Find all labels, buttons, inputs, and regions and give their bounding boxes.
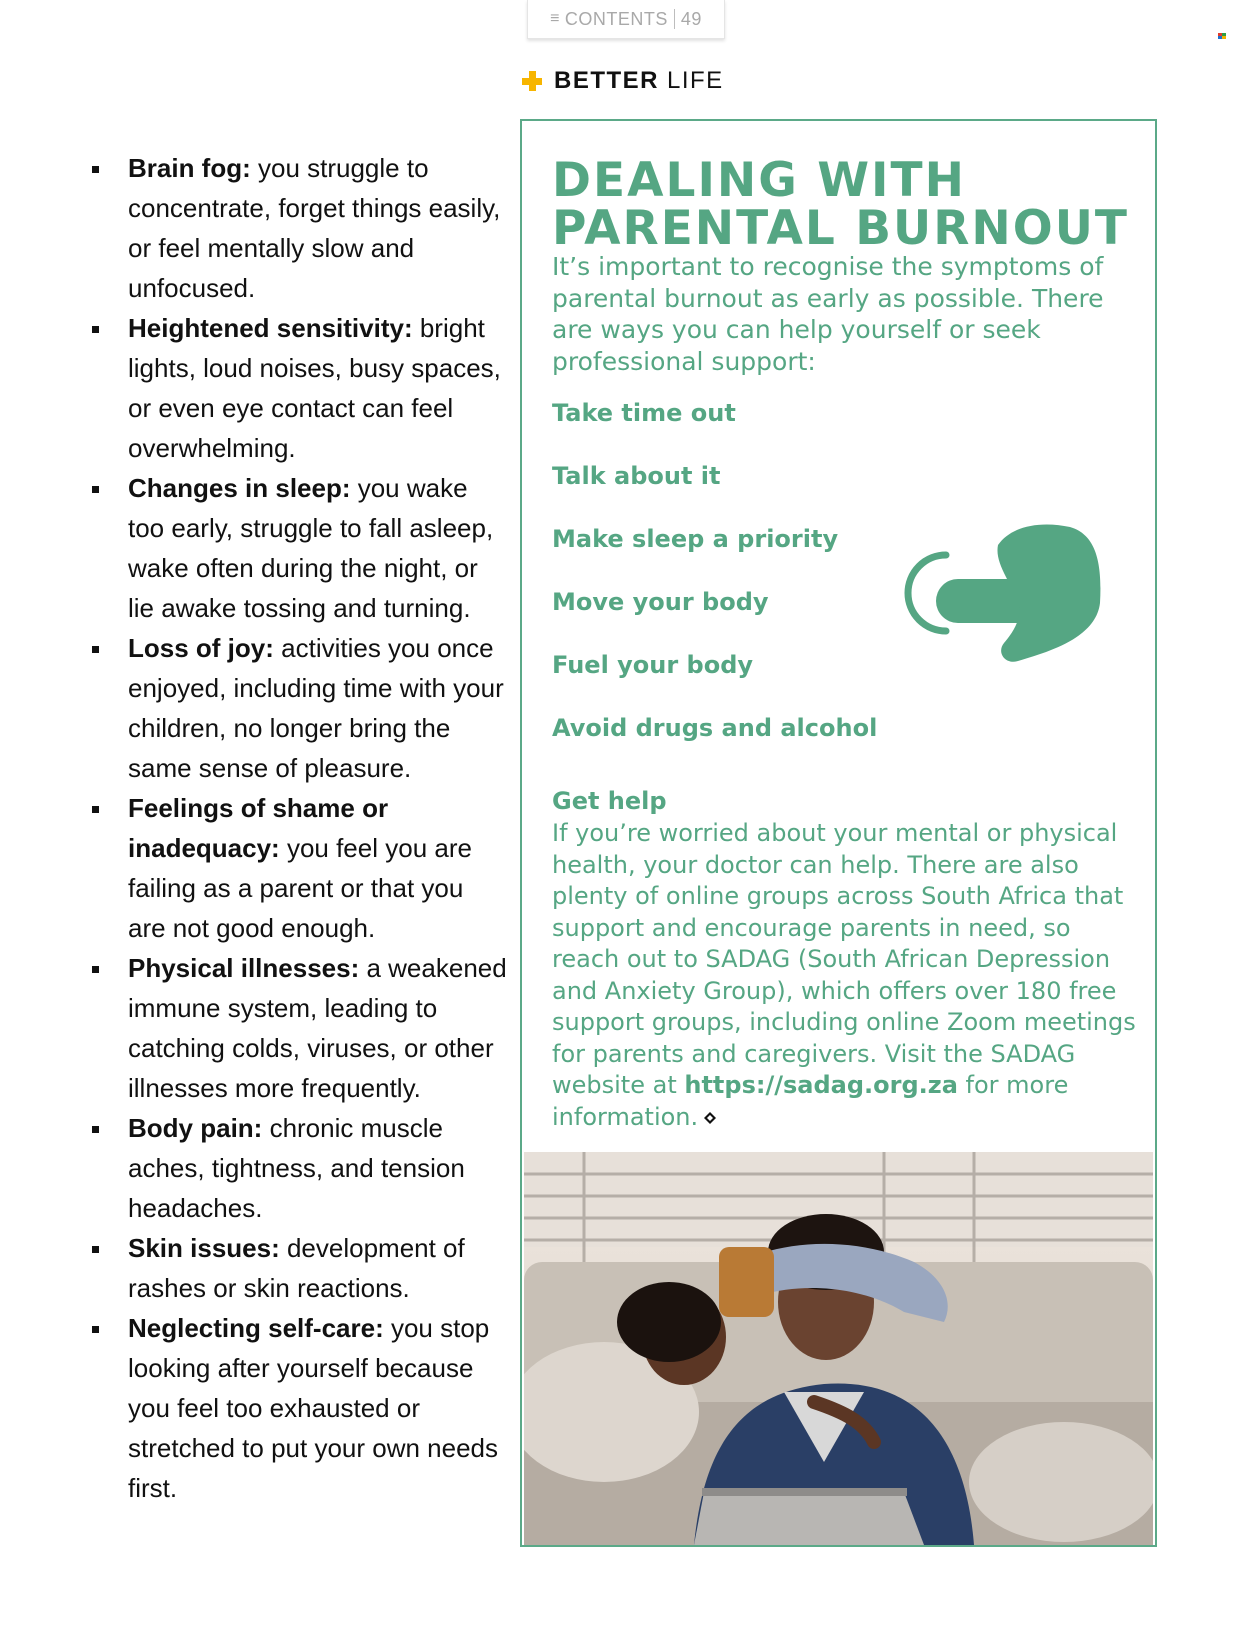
list-item — [88, 788, 508, 948]
symptom-desc: activities you once enjoyed, including time with your children, no longer bring the same sense of pleasure. — [128, 633, 504, 783]
section-title-light: LIFE — [667, 67, 724, 94]
list-item — [88, 308, 508, 468]
panel-intro: It’s important to recognise the symptoms of parental burnout as early as possible. There are ways you can help yourself or seek professional support: — [552, 252, 1104, 376]
help-text: If you’re worried about your mental or physical health, your doctor can help. There are also plenty of online groups across South Africa that support and encourage parents in need, so reach out to SADAG (South African Depression and Anxiety Group), which offers over 180 free support groups, including online Zoom meetings for parents and caregivers. Visit the SADAG website at — [552, 819, 1136, 1099]
symptom-desc: you feel you are failing as a parent or that you are not good enough. — [128, 833, 472, 943]
menu-icon: ≡ — [550, 10, 560, 27]
hand-pointing-icon — [902, 521, 1102, 666]
list-item — [88, 1308, 508, 1508]
section-title-bold: BETTER — [554, 67, 659, 94]
symptom-desc: you stop looking after yourself because you feel too exhausted or stretched to put your own needs first. — [128, 1313, 499, 1503]
symptom-term: Heightened sensitivity: — [128, 313, 413, 343]
list-item — [88, 468, 508, 628]
tab-divider — [674, 9, 675, 29]
symptom-term: Brain fog: — [128, 153, 251, 183]
tip-item: Move your body — [552, 588, 769, 616]
symptom-term: Skin issues: — [128, 1233, 280, 1263]
panel-title — [552, 153, 1129, 256]
symptom-term: Physical illnesses: — [128, 953, 360, 983]
father-child-laptop-photo — [524, 1152, 1153, 1545]
tips-list — [552, 398, 877, 776]
symptom-desc: bright lights, loud noises, busy spaces, or even eye contact can feel overwhelming. — [128, 313, 501, 463]
symptom-desc: you wake too early, struggle to fall asleep, wake often during the night, or lie awake tossing and turning. — [128, 473, 494, 623]
sadag-link[interactable]: https://sadag.org.za — [684, 1071, 958, 1099]
list-item — [88, 628, 508, 788]
corner-mark — [1218, 33, 1226, 40]
symptom-term: Changes in sleep: — [128, 473, 351, 503]
symptom-desc: chronic muscle aches, tightness, and tension headaches. — [128, 1113, 465, 1223]
panel-title-line-1: DEALING WITH — [552, 153, 966, 208]
list-item — [88, 948, 508, 1108]
symptom-term: Neglecting self-care: — [128, 1313, 384, 1343]
panel-title-line-2: PARENTAL BURNOUT — [552, 201, 1129, 256]
help-suffix: for more information. — [552, 1071, 1069, 1131]
tip-item: Take time out — [552, 399, 736, 427]
symptom-term: Body pain: — [128, 1113, 263, 1143]
end-mark-icon — [704, 1112, 716, 1124]
help-body — [552, 818, 1142, 1133]
tip-item: Avoid drugs and alcohol — [552, 714, 878, 742]
section-header — [522, 66, 724, 96]
burnout-panel — [520, 119, 1157, 1547]
plus-icon — [522, 71, 542, 91]
list-item — [88, 1108, 508, 1228]
symptom-term: Feelings of shame or inadequacy: — [128, 793, 389, 863]
page-number: 49 — [680, 8, 702, 29]
list-item — [88, 1228, 508, 1308]
tip-item: Fuel your body — [552, 651, 754, 679]
tip-item: Make sleep a priority — [552, 525, 839, 553]
symptom-term: Loss of joy: — [128, 633, 274, 663]
symptom-list — [88, 148, 508, 1508]
symptom-desc: you struggle to concentrate, forget things easily, or feel mentally slow and unfocused. — [128, 153, 501, 303]
tip-item: Talk about it — [552, 462, 721, 490]
help-title: Get help — [552, 787, 667, 815]
contents-label: CONTENTS — [564, 8, 668, 29]
list-item — [88, 148, 508, 308]
symptom-desc: development of rashes or skin reactions. — [128, 1233, 465, 1303]
symptom-desc: a weakened immune system, leading to catching colds, viruses, or other illnesses more frequently. — [128, 953, 507, 1103]
contents-tab[interactable] — [527, 0, 725, 39]
